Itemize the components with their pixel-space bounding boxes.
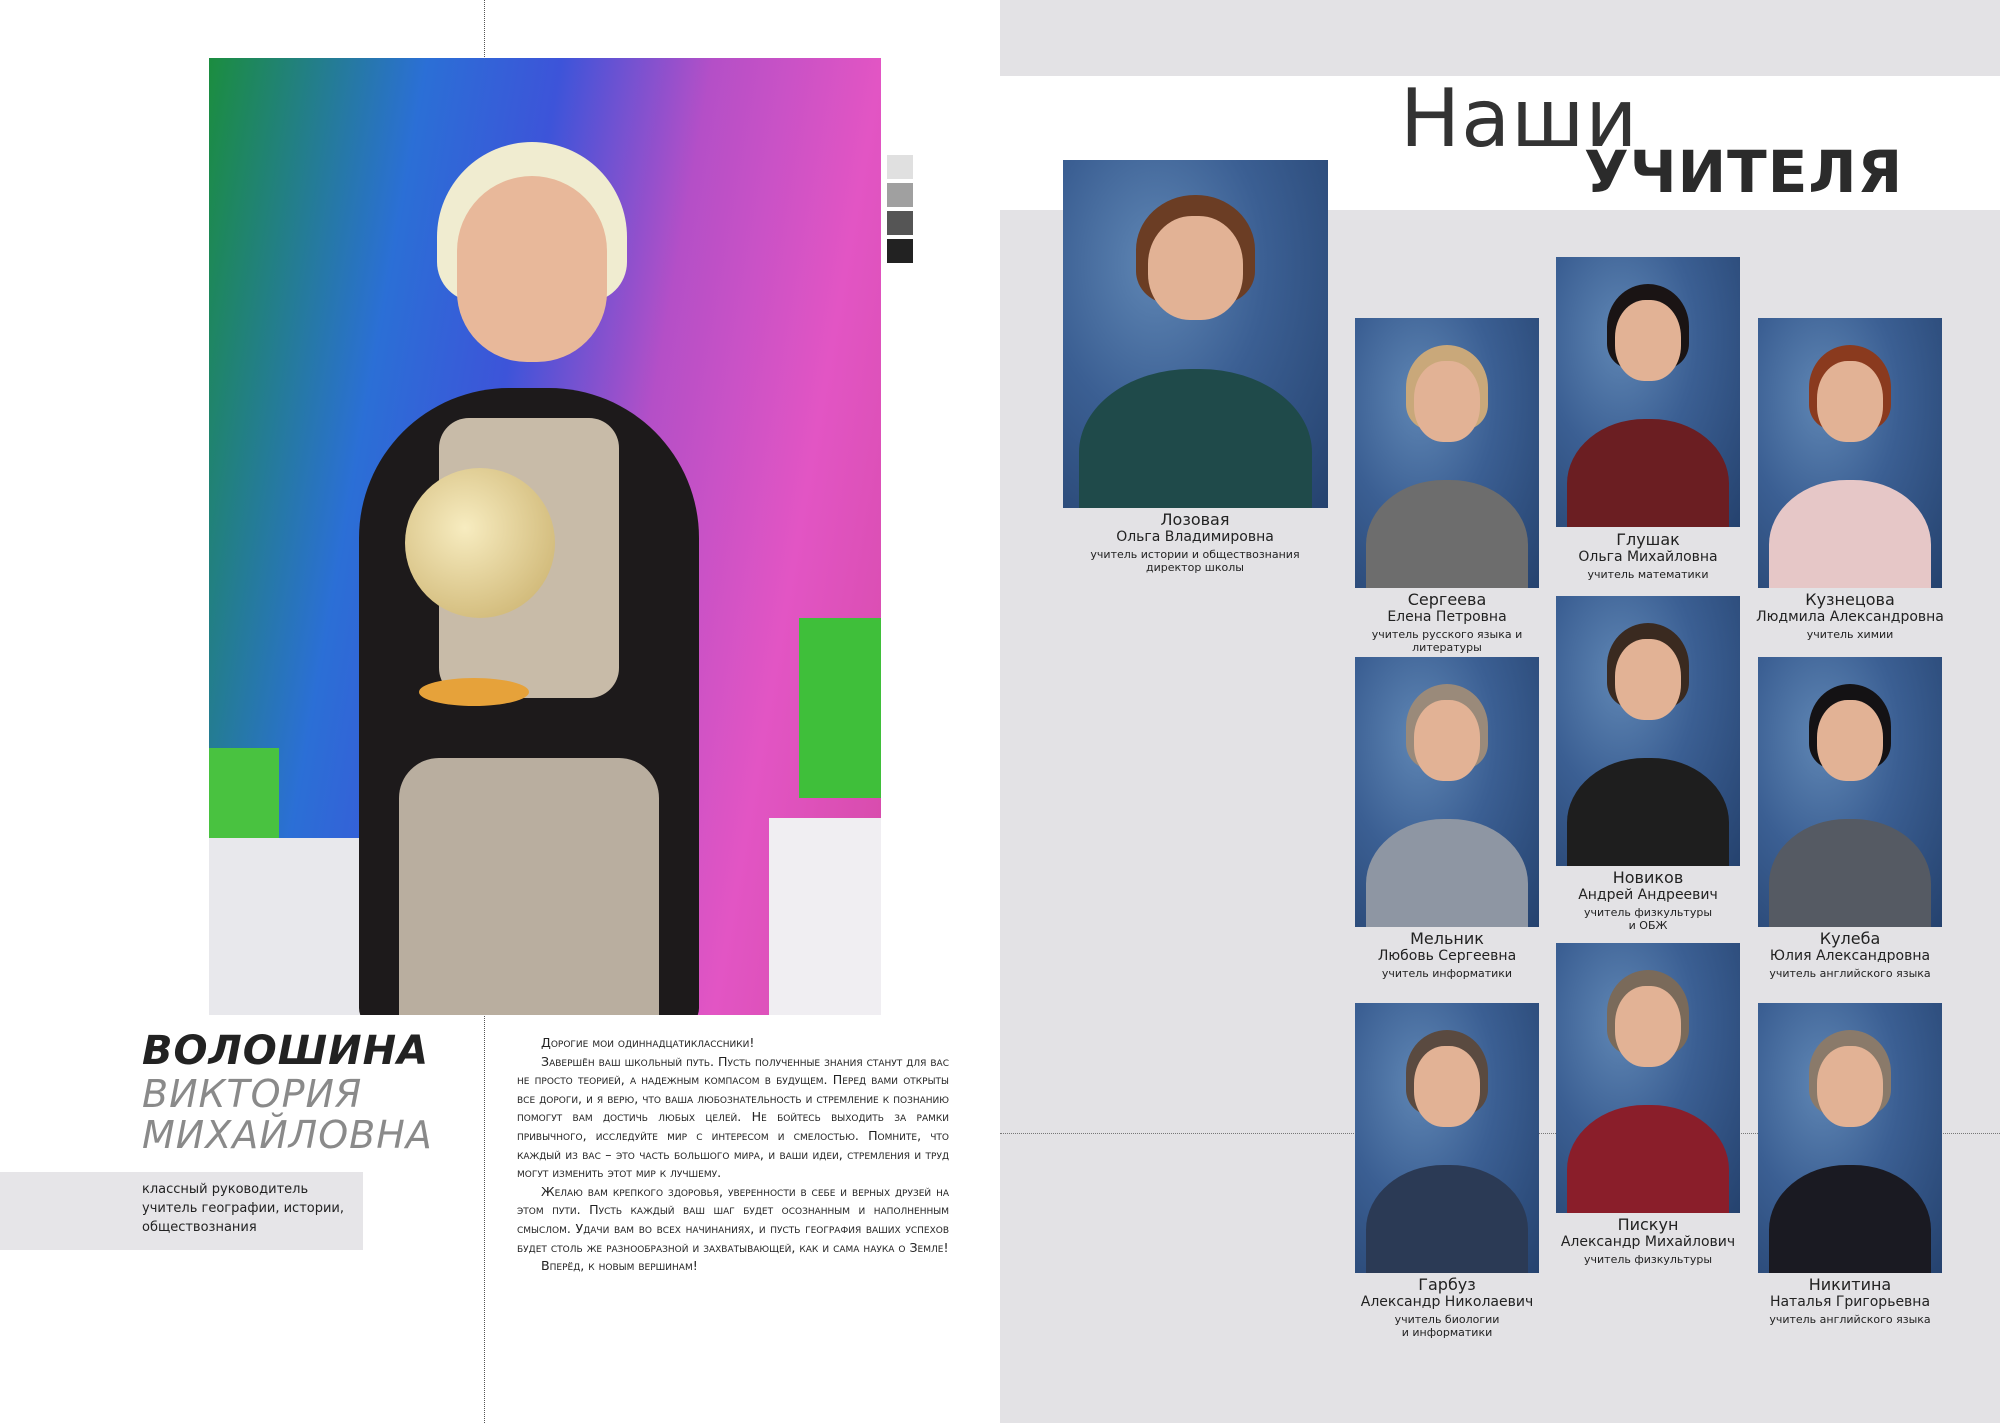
teacher-photo — [1355, 1003, 1539, 1273]
teacher-photo — [1556, 596, 1740, 866]
page-subtitle: УЧИТЕЛЯ — [1584, 138, 1904, 206]
teacher-figure-face — [1615, 300, 1681, 381]
featured-role-line: классный руководитель — [142, 1182, 309, 1197]
teacher-figure-face — [1414, 361, 1480, 442]
teacher-role: учитель истории и обществознания — [1090, 548, 1300, 561]
photo-figure-skirt — [399, 758, 659, 1015]
teacher-first-name: Ольга Михайловна — [1578, 549, 1718, 565]
letter-greeting: Дорогие мои одиннадцатиклассники! — [541, 1035, 755, 1050]
featured-patronymic: МИХАЙЛОВНА — [142, 1113, 433, 1157]
letter-closing: Вперёд, к новым вершинам! — [541, 1258, 698, 1274]
teacher-role: учитель английского языка — [1769, 967, 1931, 980]
teacher-figure-body — [1769, 819, 1931, 927]
teacher-photo — [1556, 943, 1740, 1213]
teacher-figure-face — [1148, 216, 1243, 320]
teacher-surname: Сергеева — [1407, 590, 1487, 609]
teacher-surname: Кузнецова — [1805, 590, 1895, 609]
teacher-figure-body — [1366, 819, 1528, 927]
graduation-letter — [517, 1034, 949, 1276]
teacher-surname: Глушак — [1616, 530, 1680, 549]
teacher-role: литературы — [1412, 641, 1482, 654]
main-teacher-photo — [209, 58, 881, 1015]
color-swatch — [887, 183, 913, 207]
teacher-role: учитель математики — [1587, 568, 1709, 581]
color-swatch — [887, 211, 913, 235]
letter-paragraph: Завершён ваш школьный путь. Пусть полученные знания станут для вас не просто теорией, а надежным компасом в будущем. Перед вами открыты все дороги, и я верю, что ваша любознательность и стремление к познанию помогут вам достичь любых целей. Не бойтесь выходить за рамки привычного, исследуйте мир с интересом и смелостью. Помните, что каждый из вас – это часть большого мира, и ваши идеи, стремления и труд могут изменить этот мир к лучшему. — [517, 1053, 949, 1181]
globe-stand — [419, 678, 529, 706]
teacher-figure-body — [1567, 1105, 1729, 1213]
teacher-figure-face — [1414, 1046, 1480, 1127]
teacher-surname: Лозовая — [1160, 510, 1230, 529]
photo-desk — [769, 818, 881, 1015]
teacher-role: учитель физкультуры — [1584, 906, 1712, 919]
teacher-role: и ОБЖ — [1628, 919, 1668, 932]
color-swatch — [887, 155, 913, 179]
teacher-photo — [1758, 318, 1942, 588]
teacher-photo — [1063, 160, 1328, 508]
featured-surname: ВОЛОШИНА — [142, 1028, 430, 1074]
teacher-surname: Мельник — [1410, 929, 1484, 948]
teacher-surname: Кулеба — [1819, 929, 1881, 948]
teacher-first-name: Елена Петровна — [1387, 609, 1507, 625]
teacher-figure-body — [1366, 480, 1528, 588]
teacher-surname: Пискун — [1617, 1215, 1679, 1234]
teacher-figure-body — [1079, 369, 1312, 508]
teacher-role: директор школы — [1146, 561, 1244, 574]
featured-role-line: учитель географии, истории, — [142, 1201, 345, 1216]
teacher-figure-face — [1615, 986, 1681, 1067]
teacher-figure-face — [1414, 700, 1480, 781]
teacher-role: и информатики — [1401, 1326, 1493, 1339]
teacher-role: учитель биологии — [1394, 1313, 1500, 1326]
teacher-surname: Никитина — [1808, 1275, 1892, 1294]
teacher-first-name: Наталья Григорьевна — [1769, 1294, 1931, 1310]
teacher-figure-body — [1769, 480, 1931, 588]
teacher-role: учитель английского языка — [1769, 1313, 1931, 1326]
teacher-role: учитель химии — [1806, 628, 1894, 641]
teacher-figure-body — [1567, 419, 1729, 527]
featured-role-line: обществознания — [142, 1220, 257, 1235]
letter-paragraph: Желаю вам крепкого здоровья, уверенности в себе и верных друзей на этом пути. Пусть каждый ваш шаг будет осознанным и наполненным смыслом. Удачи вам во всех начинаниях, и пусть география ваших успехов будет столь же разнообразной и захватывающей, как и сама наука о Земле! — [517, 1183, 949, 1255]
photo-chair — [799, 618, 881, 798]
teacher-first-name: Андрей Андреевич — [1578, 887, 1718, 903]
teacher-first-name: Ольга Владимировна — [1116, 529, 1274, 545]
teacher-figure-face — [1817, 700, 1883, 781]
teacher-role: учитель русского языка и — [1371, 628, 1523, 641]
teacher-figure-face — [1817, 1046, 1883, 1127]
teacher-first-name: Любовь Сергеевна — [1377, 948, 1517, 964]
teacher-first-name: Людмила Александровна — [1756, 609, 1944, 625]
teacher-photo — [1355, 657, 1539, 927]
teacher-first-name: Юлия Александровна — [1769, 948, 1931, 964]
teacher-first-name: Александр Николаевич — [1360, 1294, 1534, 1310]
teacher-role: учитель физкультуры — [1584, 1253, 1712, 1266]
teacher-figure-face — [1615, 639, 1681, 720]
teacher-photo — [1556, 257, 1740, 527]
photo-figure-face — [457, 176, 607, 362]
color-swatch — [887, 239, 913, 263]
teacher-photo — [1758, 657, 1942, 927]
teacher-figure-body — [1769, 1165, 1931, 1273]
teacher-photo — [1355, 318, 1539, 588]
teacher-surname: Гарбуз — [1418, 1275, 1476, 1294]
teacher-photo — [1758, 1003, 1942, 1273]
globe-icon — [405, 468, 555, 618]
teacher-figure-body — [1567, 758, 1729, 866]
teacher-figure-body — [1366, 1165, 1528, 1273]
featured-first-name: ВИКТОРИЯ — [142, 1072, 363, 1116]
teacher-figure-face — [1817, 361, 1883, 442]
teacher-surname: Новиков — [1612, 868, 1684, 887]
teacher-first-name: Александр Михайлович — [1560, 1234, 1736, 1250]
teacher-role: учитель информатики — [1381, 967, 1513, 980]
page-title: Наши — [1400, 72, 1639, 165]
